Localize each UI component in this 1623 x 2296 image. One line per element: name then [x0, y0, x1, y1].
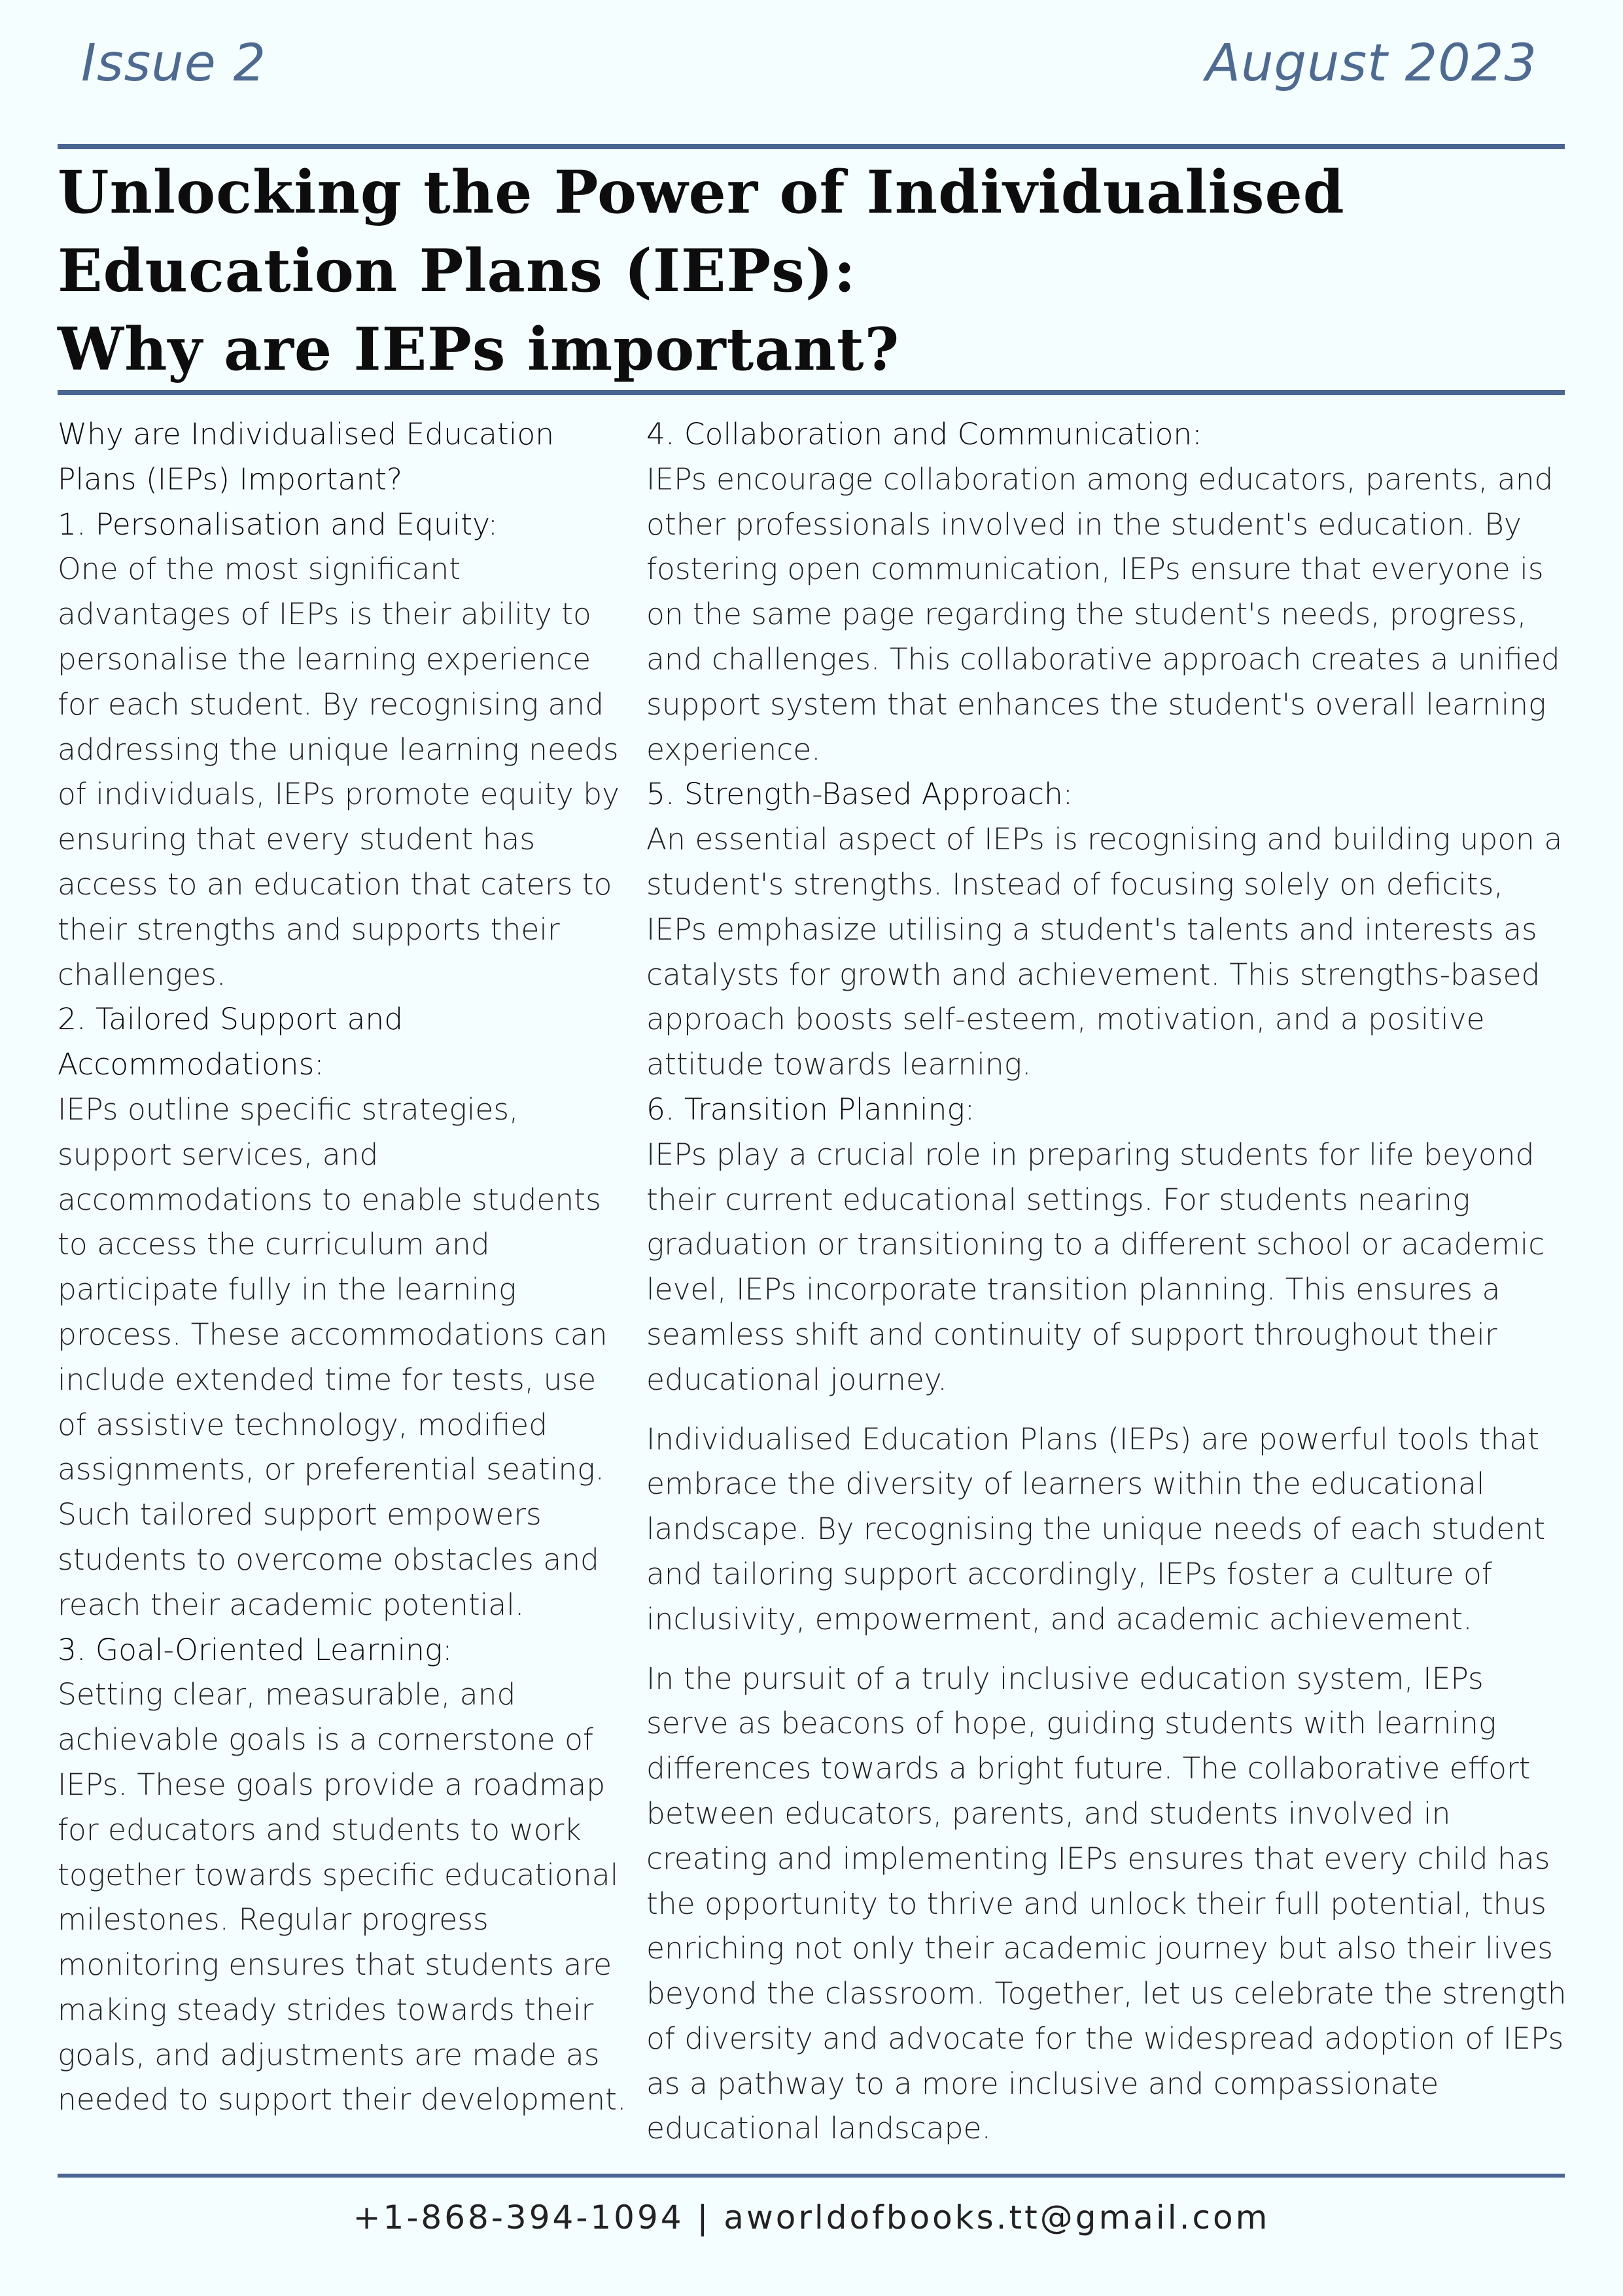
page-title	[58, 153, 1562, 389]
newsletter-header	[81, 34, 1537, 106]
section-3-body: Setting clear, measurable, and achievable goals is a cornerstone of IEPs. These goals provide a roadmap for educators and students to work together towards specific educational milestones. Regular progress monitoring ensures that students are making steady strides towards their goals, and adjustments are made as needed to support their development.	[58, 1677, 627, 2117]
section-4-heading: 4. Collaboration and Communication:	[646, 417, 1202, 451]
section-2-body: IEPs outline specific strategies, support services, and accommodations to enable students to access the curriculum and participate fully in the learning process. These accommodations can include extended time for tests, use of assistive technology, modified assignments, or preferential seating. Such tailored support empowers students to overcome obstacles and reach their academic potential.	[58, 1091, 608, 1622]
issue-date: August 2023	[1205, 34, 1537, 93]
section-4-body: IEPs encourage collaboration among educators, parents, and other professionals involved in the student's education. By fostering open communication, IEPs ensure that everyone is on the same page regarding the student's needs, progress, and challenges. This collaborative approach creates a unified support system that enhances the student's overall learning experience.	[646, 461, 1560, 767]
footer-contact: +1-868-394-1094 | aworldofbooks.tt@gmail.com	[353, 2199, 1270, 2236]
title-divider	[58, 390, 1565, 395]
top-divider	[58, 144, 1565, 149]
intro-question: Why are Individualised Education Plans (IEPs) Important?	[58, 417, 555, 497]
section-1-body: One of the most significant advantages of IEPs is their ability to personalise the learning experience for each student. By recognising and addressing the unique learning needs of individuals, IEPs promote equity by ensuring that every student has access to an education that caters to their strengths and supports their challenges.	[58, 552, 620, 992]
footer-divider	[58, 2174, 1565, 2178]
section-6-body: IEPs play a crucial role in preparing students for life beyond their current educational settings. For students nearing graduation or transitioning to a different school or academic level, IEPs incorporate transition planning. This ensures a seamless shift and continuity of support throughout their educational journey.	[646, 1137, 1545, 1397]
issue-number: Issue 2	[81, 34, 267, 93]
section-6-heading: 6. Transition Planning:	[646, 1091, 975, 1127]
right-column	[646, 412, 1569, 2151]
title-line-2: Education Plans (IEPs):	[58, 236, 856, 306]
conclusion-paragraph-2: In the pursuit of a truly inclusive education system, IEPs serve as beacons of hope, guiding students with learning differences towards a bright future. The collaborative effort between educators, parents, and students involved in creating and implementing IEPs ensures that every child has the opportunity to thrive and unlock their full potential, thus enriching not only their academic journey but also their lives beyond the classroom. Together, let us celebrate the strength of diversity and advocate for the widespread adoption of IEPs as a pathway to a more inclusive and compassionate educational landscape.	[646, 1661, 1567, 2146]
conclusion-paragraph-1: Individualised Education Plans (IEPs) are powerful tools that embrace the diversity of learners within the educational landscape. By recognising the unique needs of each student and tailoring support accordingly, IEPs foster a culture of inclusivity, empowerment, and academic achievement.	[646, 1421, 1546, 1636]
section-5-heading: 5. Strength-Based Approach:	[646, 777, 1073, 812]
section-2-heading: 2. Tailored Support and Accommodations:	[58, 1002, 404, 1082]
section-1-heading: 1. Personalisation and Equity:	[58, 506, 498, 542]
left-column	[58, 412, 633, 2123]
title-line-1: Unlocking the Power of Individualised	[58, 158, 1345, 227]
section-3-heading: 3. Goal-Oriented Learning:	[58, 1632, 453, 1667]
title-line-3: Why are IEPs important?	[58, 315, 900, 384]
section-5-body: An essential aspect of IEPs is recognising and building upon a student's strengths. Instead of focusing solely on deficits, IEPs emphasize utilising a student's talents and interests as catalysts for growth and achievement. This strengths-based approach boosts self-esteem, motivation, and a positive attitude towards learning.	[646, 822, 1563, 1082]
